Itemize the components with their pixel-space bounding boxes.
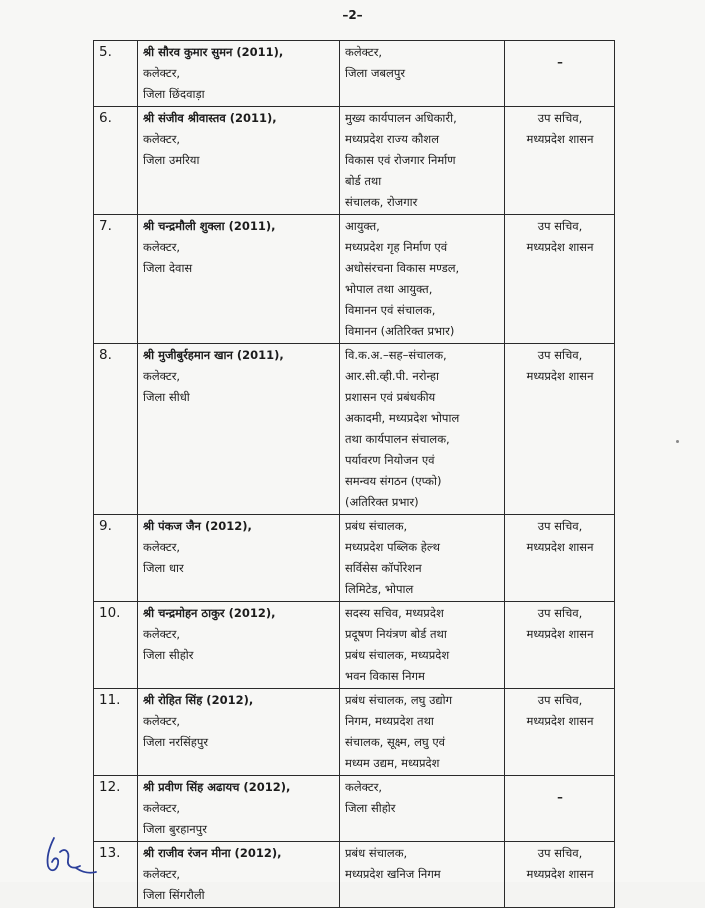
new-posting-line: अधोसंरचना विकास मण्डल, xyxy=(345,261,460,275)
transfer-orders-table xyxy=(93,40,615,908)
new-posting-line: बोर्ड तथा xyxy=(345,174,382,188)
new-posting-line: प्रबंध संचालक, xyxy=(345,519,408,533)
new-posting-cell xyxy=(340,344,505,515)
new-posting-cell xyxy=(340,41,505,107)
new-posting-line: जिला सीहोर xyxy=(345,801,396,815)
remarks-line: उप सचिव, xyxy=(537,111,583,125)
new-posting-line: सर्विसेस कॉर्पोरेशन xyxy=(345,561,422,575)
new-posting-line: मुख्य कार्यपालन अधिकारी, xyxy=(345,111,457,125)
remarks-cell xyxy=(505,107,615,215)
new-posting-cell xyxy=(340,215,505,344)
remarks-cell xyxy=(505,842,615,908)
officer-name: श्री पंकज जैन (2012), xyxy=(143,519,252,533)
new-posting-line: विमानन एवं संचालक, xyxy=(345,303,436,317)
remarks-cell xyxy=(505,776,615,842)
new-posting-line: मध्यप्रदेश गृह निर्माण एवं xyxy=(345,240,448,254)
new-posting-line: मध्यप्रदेश पब्लिक हेल्थ xyxy=(345,540,440,554)
new-posting-line: प्रदूषण नियंत्रण बोर्ड तथा xyxy=(345,627,447,641)
new-posting-line: आर.सी.व्ही.पी. नरोन्हा xyxy=(345,369,439,383)
new-posting-line: जिला जबलपुर xyxy=(345,66,406,80)
table-row xyxy=(94,842,615,908)
new-posting-line: समन्वय संगठन (एप्को) xyxy=(345,474,442,488)
remarks-line: उप सचिव, xyxy=(537,348,583,362)
officer-name: श्री मुजीबुर्रहमान खान (2011), xyxy=(143,348,284,362)
table-body xyxy=(94,41,615,908)
new-posting-line: लिमिटेड, भोपाल xyxy=(345,582,414,596)
new-posting-cell xyxy=(340,515,505,602)
new-posting-line: भोपाल तथा आयुक्त, xyxy=(345,282,433,296)
officer-name: श्री राजीव रंजन मीना (2012), xyxy=(143,846,282,860)
officer-cell xyxy=(138,107,340,215)
current-posting-line: कलेक्टर, xyxy=(143,801,181,815)
new-posting-line: मध्यम उद्यम, मध्यप्रदेश xyxy=(345,756,440,770)
officer-cell xyxy=(138,215,340,344)
serial-number: 11. xyxy=(94,689,138,776)
remarks-line: मध्यप्रदेश शासन xyxy=(526,867,594,881)
serial-number: 13. xyxy=(94,842,138,908)
officer-cell xyxy=(138,776,340,842)
new-posting-line: मध्यप्रदेश खनिज निगम xyxy=(345,867,441,881)
new-posting-cell xyxy=(340,602,505,689)
serial-number: 10. xyxy=(94,602,138,689)
new-posting-line: मध्यप्रदेश राज्य कौशल xyxy=(345,132,440,146)
new-posting-line: कलेक्टर, xyxy=(345,45,383,59)
new-posting-line: निगम, मध्यप्रदेश तथा xyxy=(345,714,434,728)
remarks-line: उप सचिव, xyxy=(537,606,583,620)
new-posting-line: कलेक्टर, xyxy=(345,780,383,794)
new-posting-line: भवन विकास निगम xyxy=(345,669,425,683)
new-posting-cell xyxy=(340,107,505,215)
remarks-line: उप सचिव, xyxy=(537,219,583,233)
current-posting-line: जिला देवास xyxy=(143,261,193,275)
officer-cell xyxy=(138,41,340,107)
officer-cell xyxy=(138,689,340,776)
table-row xyxy=(94,776,615,842)
new-posting-line: अकादमी, मध्यप्रदेश भोपाल xyxy=(345,411,460,425)
new-posting-line: तथा कार्यपालन संचालक, xyxy=(345,432,450,446)
officer-name: श्री सौरव कुमार सुमन (2011), xyxy=(143,45,284,59)
current-posting-line: जिला सीधी xyxy=(143,390,190,404)
current-posting-line: कलेक्टर, xyxy=(143,240,181,254)
remarks-cell xyxy=(505,689,615,776)
current-posting-line: कलेक्टर, xyxy=(143,369,181,383)
remarks-cell xyxy=(505,602,615,689)
remarks-cell xyxy=(505,41,615,107)
new-posting-line: वि.क.अ.–सह–संचालक, xyxy=(345,348,447,362)
current-posting-line: कलेक्टर, xyxy=(143,66,181,80)
officer-name: श्री प्रवीण सिंह अढायच (2012), xyxy=(143,780,291,794)
new-posting-line: सदस्य सचिव, मध्यप्रदेश xyxy=(345,606,444,620)
remarks-line: मध्यप्रदेश शासन xyxy=(526,369,594,383)
serial-number: 8. xyxy=(94,344,138,515)
table-row xyxy=(94,215,615,344)
officer-cell xyxy=(138,602,340,689)
remarks-line: उप सचिव, xyxy=(537,693,583,707)
current-posting-line: कलेक्टर, xyxy=(143,132,181,146)
serial-number: 9. xyxy=(94,515,138,602)
officer-cell xyxy=(138,344,340,515)
signature-mark xyxy=(40,832,100,882)
current-posting-line: कलेक्टर, xyxy=(143,627,181,641)
remarks-cell xyxy=(505,515,615,602)
remarks-line: मध्यप्रदेश शासन xyxy=(526,240,594,254)
current-posting-line: कलेक्टर, xyxy=(143,540,181,554)
serial-number: 7. xyxy=(94,215,138,344)
current-posting-line: जिला उमरिया xyxy=(143,153,200,167)
current-posting-line: जिला सिंगरौली xyxy=(143,888,205,902)
officer-cell xyxy=(138,842,340,908)
officer-name: श्री रोहित सिंह (2012), xyxy=(143,693,254,707)
new-posting-line: संचालक, सूक्ष्म, लघु एवं xyxy=(345,735,446,749)
new-posting-line: विकास एवं रोजगार निर्माण xyxy=(345,153,456,167)
serial-number: 5. xyxy=(94,41,138,107)
table-row xyxy=(94,515,615,602)
new-posting-line: प्रबंध संचालक, मध्यप्रदेश xyxy=(345,648,450,662)
officer-cell xyxy=(138,515,340,602)
remarks-line: – xyxy=(557,790,563,804)
new-posting-line: प्रशासन एवं प्रबंधकीय xyxy=(345,390,436,404)
scan-speck xyxy=(676,440,679,443)
new-posting-cell xyxy=(340,689,505,776)
remarks-line: मध्यप्रदेश शासन xyxy=(526,714,594,728)
new-posting-line: (अतिरिक्त प्रभार) xyxy=(345,495,419,509)
table-row xyxy=(94,41,615,107)
current-posting-line: कलेक्टर, xyxy=(143,714,181,728)
table-row xyxy=(94,344,615,515)
new-posting-line: विमानन (अतिरिक्त प्रभार) xyxy=(345,324,455,338)
current-posting-line: जिला नरसिंहपुर xyxy=(143,735,209,749)
table-row xyxy=(94,107,615,215)
new-posting-line: प्रबंध संचालक, लघु उद्योग xyxy=(345,693,453,707)
current-posting-line: कलेक्टर, xyxy=(143,867,181,881)
remarks-line: उप सचिव, xyxy=(537,519,583,533)
current-posting-line: जिला सीहोर xyxy=(143,648,194,662)
remarks-line: मध्यप्रदेश शासन xyxy=(526,540,594,554)
current-posting-line: जिला धार xyxy=(143,561,184,575)
remarks-line: – xyxy=(557,55,563,69)
new-posting-cell xyxy=(340,842,505,908)
new-posting-line: संचालक, रोजगार xyxy=(345,195,418,209)
officer-name: श्री संजीव श्रीवास्तव (2011), xyxy=(143,111,277,125)
new-posting-line: प्रबंध संचालक, xyxy=(345,846,408,860)
remarks-cell xyxy=(505,215,615,344)
current-posting-line: जिला छिंदवाड़ा xyxy=(143,87,205,101)
remarks-cell xyxy=(505,344,615,515)
officer-name: श्री चन्द्रमौली शुक्ला (2011), xyxy=(143,219,276,233)
officer-name: श्री चन्द्रमोहन ठाकुर (2012), xyxy=(143,606,276,620)
new-posting-cell xyxy=(340,776,505,842)
new-posting-line: पर्यावरण नियोजन एवं xyxy=(345,453,435,467)
remarks-line: मध्यप्रदेश शासन xyxy=(526,627,594,641)
serial-number: 6. xyxy=(94,107,138,215)
new-posting-line: आयुक्त, xyxy=(345,219,380,233)
remarks-line: मध्यप्रदेश शासन xyxy=(526,132,594,146)
page-number: –2– xyxy=(342,8,363,22)
remarks-line: उप सचिव, xyxy=(537,846,583,860)
serial-number: 12. xyxy=(94,776,138,842)
table-row xyxy=(94,689,615,776)
table-row xyxy=(94,602,615,689)
current-posting-line: जिला बुरहानपुर xyxy=(143,822,207,836)
